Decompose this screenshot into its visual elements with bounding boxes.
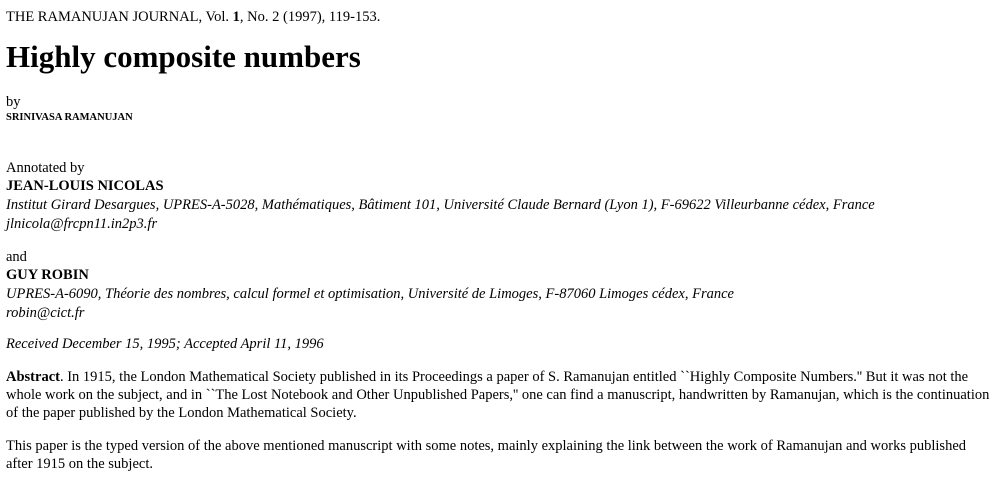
abstract-label: Abstract — [6, 369, 60, 385]
by-label: by — [6, 94, 21, 110]
annotator-affiliation: UPRES-A-6090, Théorie des nombres, calcul formel et optimisation, Université de Limoges, F-87060 Limoges cédex, France — [6, 286, 734, 302]
and-label: and — [6, 249, 27, 265]
annotator-email: robin@cict.fr — [6, 305, 85, 321]
paper-title: Highly composite numbers — [6, 39, 361, 74]
author-name: SRINIVASA RAMANUJAN — [6, 112, 133, 123]
annotator-block-2 — [6, 266, 995, 322]
annotator-name: GUY ROBIN — [6, 267, 89, 283]
journal-volume: 1 — [232, 9, 240, 25]
journal-name: THE RAMANUJAN JOURNAL, Vol. — [6, 9, 233, 25]
annotator-email: jlnicola@frcpn11.in2p3.fr — [6, 216, 158, 232]
received-accepted-dates: Received December 15, 1995; Accepted April 11, 1996 — [6, 336, 324, 352]
abstract-paragraph — [6, 368, 991, 422]
abstract-text: . In 1915, the London Mathematical Society published in its Proceedings a paper of S. Ramanujan entitled ``Highly Composite Numbers.'' But it was not the whole work on the subject, and in ``The Lost Notebook and Other Unpublished Papers,'' one can find a manuscript, handwritten by Ramanujan, which is the continuation of the paper published by the London Mathematical Society. — [6, 369, 990, 421]
journal-citation — [6, 8, 995, 26]
annotated-by-label: Annotated by — [6, 160, 85, 176]
annotator-block-1 — [6, 177, 995, 233]
journal-issue-pages: , No. 2 (1997), 119-153. — [239, 9, 381, 25]
annotator-name: JEAN-LOUIS NICOLAS — [6, 178, 164, 194]
body-paragraph: This paper is the typed version of the above mentioned manuscript with some notes, mainly explaining the link between the work of Ramanujan and works published after 1915 on the subject. — [6, 438, 967, 472]
annotator-affiliation: Institut Girard Desargues, UPRES-A-5028, Mathématiques, Bâtiment 101, Université Claude Bernard (Lyon 1), F-69622 Villeurbanne cédex, France — [6, 197, 875, 213]
